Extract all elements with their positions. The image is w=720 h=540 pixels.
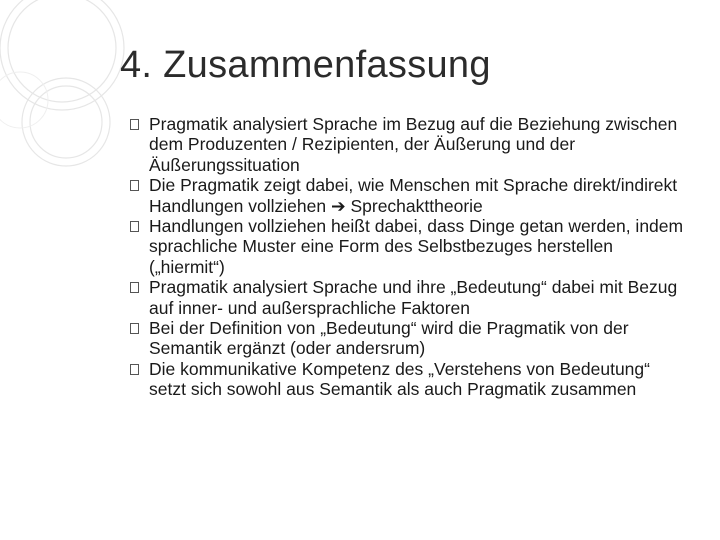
bullet-text: Die Pragmatik zeigt dabei, wie Menschen mit Sprache direkt/indirekt Handlungen vollziehen ➔ Sprechakttheorie	[149, 175, 678, 216]
decorative-ring-lower	[22, 78, 110, 166]
square-bullet-icon	[130, 323, 139, 334]
square-bullet-icon	[130, 221, 139, 232]
bullet-item	[130, 277, 690, 318]
bullet-item	[130, 114, 690, 175]
square-bullet-icon	[130, 119, 139, 130]
bullet-text: Pragmatik analysiert Sprache im Bezug auf die Beziehung zwischen dem Produzenten / Rezipienten, der Äußerung und der Äußerungssituation	[149, 114, 678, 175]
decorative-ring-lower-inner	[30, 86, 102, 158]
bullet-text: Die kommunikative Kompetenz des „Verstehens von Bedeutung“ setzt sich sowohl aus Semantik als auch Pragmatik zusammen	[149, 358, 650, 400]
bullet-item	[130, 175, 690, 216]
square-bullet-icon	[130, 282, 139, 293]
slide-title: 4. Zusammenfassung	[120, 44, 491, 86]
bullet-text: Handlungen vollziehen heißt dabei, dass Dinge getan werden, indem sprachliche Muster eine Form des Selbstbezuges herstellen („hiermit“)	[149, 216, 684, 277]
bullet-text: Bei der Definition von „Bedeutung“ wird die Pragmatik von der Semantik ergänzt (oder andersrum)	[149, 318, 629, 359]
square-bullet-icon	[130, 180, 139, 191]
square-bullet-icon	[130, 364, 139, 375]
bullet-item	[130, 318, 690, 359]
decorative-ring-faint	[0, 72, 48, 128]
bullet-item	[130, 216, 690, 277]
bullet-text: Pragmatik analysiert Sprache und ihre „Bedeutung“ dabei mit Bezug auf inner- und außersprachliche Faktoren	[149, 277, 678, 318]
bullet-list	[130, 114, 690, 400]
bullet-item	[130, 359, 690, 400]
